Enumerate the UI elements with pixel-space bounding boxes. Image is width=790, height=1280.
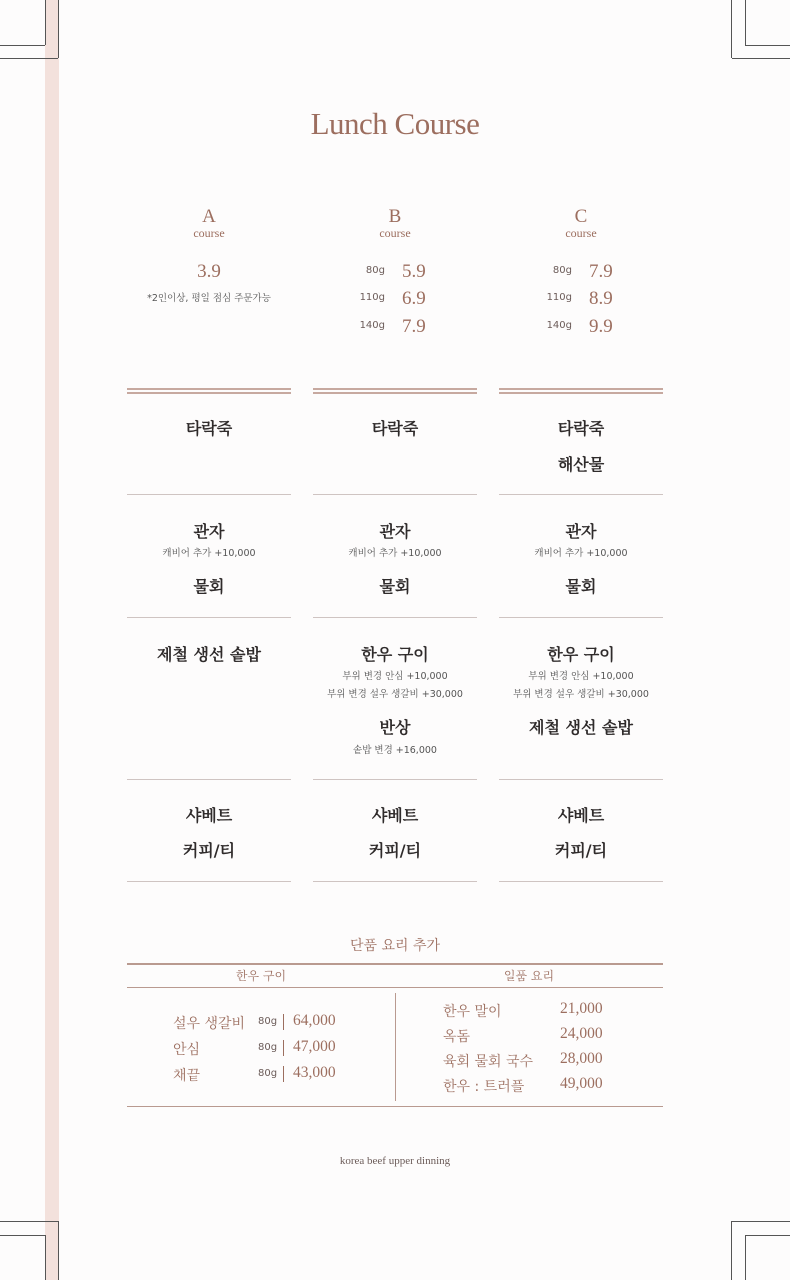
alacarte-left-name-3: 채끝 xyxy=(173,1068,201,1084)
course-a-note: *2인이상, 평일 점심 주문가능 xyxy=(147,293,271,304)
alacarte-left-price-1: 64,000 xyxy=(293,1012,336,1029)
course-c-price-2: 8.9 xyxy=(589,288,613,309)
divider-a-2 xyxy=(127,617,291,618)
alacarte-right-price-2: 24,000 xyxy=(560,1025,603,1042)
course-a-price: 3.9 xyxy=(197,261,221,282)
course-c-s3-dish-1: 한우 구이 xyxy=(547,645,615,664)
alacarte-bottom-rule xyxy=(127,1106,663,1107)
crop-mark-bottom-left-h xyxy=(0,1221,58,1222)
footer-text: korea beef upper dinning xyxy=(339,1155,451,1167)
course-b-header xyxy=(313,208,477,240)
crop-mark-top-right-h2 xyxy=(745,45,790,46)
course-a-s2-dish-1: 관자 xyxy=(193,522,225,541)
divider-b-3 xyxy=(313,779,477,780)
course-c-price-1: 7.9 xyxy=(589,261,613,282)
course-c-s4-dish-2: 커피/티 xyxy=(554,841,608,860)
alacarte-left-price-3: 43,000 xyxy=(293,1064,336,1081)
course-c-gram-2: 110g xyxy=(546,292,572,303)
alacarte-left-price-2: 47,000 xyxy=(293,1038,336,1055)
crop-mark-bottom-left-v2 xyxy=(45,1235,46,1280)
alacarte-left-bar-3 xyxy=(283,1066,284,1082)
course-c-header xyxy=(499,208,663,240)
divider-b-1 xyxy=(313,494,477,495)
course-c-gram-3: 140g xyxy=(546,320,572,331)
course-a-header xyxy=(127,208,291,240)
double-rule-b xyxy=(313,388,477,394)
course-b-s3-note-2: 부위 변경 설우 생갈비 +30,000 xyxy=(327,689,463,700)
divider-b-4 xyxy=(313,881,477,882)
crop-mark-top-left-h xyxy=(0,58,58,59)
course-a-s2-note: 캐비어 추가 +10,000 xyxy=(162,548,256,559)
crop-mark-bottom-right-v2 xyxy=(745,1235,746,1280)
alacarte-vertical-divider xyxy=(395,993,396,1101)
crop-mark-top-left-v xyxy=(58,0,59,58)
course-b-s2-dish-2: 물회 xyxy=(379,577,411,596)
course-c-s3-dish-2: 제철 생선 솥밥 xyxy=(529,718,633,737)
course-a-s1-dish-1: 타락죽 xyxy=(185,419,233,438)
course-b-price-3: 7.9 xyxy=(402,316,426,337)
course-a-label: course xyxy=(193,226,225,240)
double-rule-c xyxy=(499,388,663,394)
divider-a-4 xyxy=(127,881,291,882)
course-b-s4-dish-1: 샤베트 xyxy=(371,806,419,825)
alacarte-right-name-2: 옥돔 xyxy=(443,1029,471,1045)
alacarte-left-gram-2: 80g xyxy=(258,1042,278,1053)
alacarte-title: 단품 요리 추가 xyxy=(349,938,441,954)
course-b-gram-2: 110g xyxy=(359,292,385,303)
alacarte-left-gram-1: 80g xyxy=(258,1016,278,1027)
course-b-s4-dish-2: 커피/티 xyxy=(368,841,422,860)
alacarte-right-price-4: 49,000 xyxy=(560,1075,603,1092)
course-b-s2-note: 캐비어 추가 +10,000 xyxy=(348,548,442,559)
crop-mark-bottom-right-h2 xyxy=(745,1235,790,1236)
crop-mark-top-right-v xyxy=(731,0,732,58)
divider-c-1 xyxy=(499,494,663,495)
course-c-s1-dish-2: 해산물 xyxy=(557,455,605,474)
course-c-s2-dish-2: 물회 xyxy=(565,577,597,596)
course-c-letter: C xyxy=(574,206,588,227)
crop-mark-bottom-left-v xyxy=(58,1221,59,1280)
course-a-s4-dish-1: 샤베트 xyxy=(185,806,233,825)
double-rule-a xyxy=(127,388,291,394)
alacarte-right-price-1: 21,000 xyxy=(560,1000,603,1017)
crop-mark-top-right-h xyxy=(732,58,790,59)
crop-mark-top-right-v2 xyxy=(745,0,746,45)
course-b-s1-dish-1: 타락죽 xyxy=(371,419,419,438)
course-b-s2-dish-1: 관자 xyxy=(379,522,411,541)
course-a-s3-dish-1: 제철 생선 솥밥 xyxy=(157,645,261,664)
divider-c-3 xyxy=(499,779,663,780)
course-b-price-2: 6.9 xyxy=(402,288,426,309)
course-b-s3-dish-1: 한우 구이 xyxy=(361,645,429,664)
course-b-s3-note-1: 부위 변경 안심 +10,000 xyxy=(342,671,448,682)
course-c-gram-1: 80g xyxy=(552,265,572,276)
divider-c-2 xyxy=(499,617,663,618)
alacarte-right-head: 일품 요리 xyxy=(503,969,555,983)
alacarte-left-name-2: 안심 xyxy=(173,1042,201,1058)
alacarte-right-price-3: 28,000 xyxy=(560,1050,603,1067)
alacarte-head-rule xyxy=(127,987,663,988)
course-c-s3-note-1: 부위 변경 안심 +10,000 xyxy=(528,671,634,682)
course-c-label: course xyxy=(565,226,597,240)
page-title: Lunch Course xyxy=(310,106,480,141)
course-b-s3-dish-2: 반상 xyxy=(379,718,411,737)
alacarte-right-name-4: 한우 : 트러플 xyxy=(443,1079,525,1095)
divider-a-3 xyxy=(127,779,291,780)
course-a-letter: A xyxy=(202,206,216,227)
crop-mark-bottom-left-h2 xyxy=(0,1235,45,1236)
crop-mark-bottom-right-v xyxy=(731,1221,732,1280)
alacarte-left-head: 한우 구이 xyxy=(235,969,287,983)
alacarte-left-name-1: 설우 생갈비 xyxy=(173,1016,246,1032)
course-b-letter: B xyxy=(388,206,402,227)
course-a-s4-dish-2: 커피/티 xyxy=(182,841,236,860)
course-b-label: course xyxy=(379,226,411,240)
course-c-s1-dish-1: 타락죽 xyxy=(557,419,605,438)
course-c-s2-dish-1: 관자 xyxy=(565,522,597,541)
course-c-price-3: 9.9 xyxy=(589,316,613,337)
course-a-s2-dish-2: 물회 xyxy=(193,577,225,596)
course-b-price-1: 5.9 xyxy=(402,261,426,282)
course-b-s3-note-3: 솥밥 변경 +16,000 xyxy=(353,745,437,756)
course-c-s4-dish-1: 샤베트 xyxy=(557,806,605,825)
alacarte-right-name-1: 한우 말이 xyxy=(443,1004,502,1020)
alacarte-right-name-3: 육회 물회 국수 xyxy=(443,1054,534,1070)
divider-a-1 xyxy=(127,494,291,495)
crop-mark-bottom-right-h xyxy=(732,1221,790,1222)
crop-mark-top-left-v2 xyxy=(45,0,46,45)
crop-mark-top-left-h2 xyxy=(0,45,45,46)
course-b-gram-1: 80g xyxy=(365,265,385,276)
alacarte-left-bar-1 xyxy=(283,1014,284,1030)
alacarte-left-gram-3: 80g xyxy=(258,1068,278,1079)
course-c-s2-note: 캐비어 추가 +10,000 xyxy=(534,548,628,559)
divider-c-4 xyxy=(499,881,663,882)
divider-b-2 xyxy=(313,617,477,618)
side-strip xyxy=(45,0,59,1280)
alacarte-top-rule xyxy=(127,963,663,965)
course-c-s3-note-2: 부위 변경 설우 생갈비 +30,000 xyxy=(513,689,649,700)
alacarte-left-bar-2 xyxy=(283,1040,284,1056)
course-b-gram-3: 140g xyxy=(359,320,385,331)
